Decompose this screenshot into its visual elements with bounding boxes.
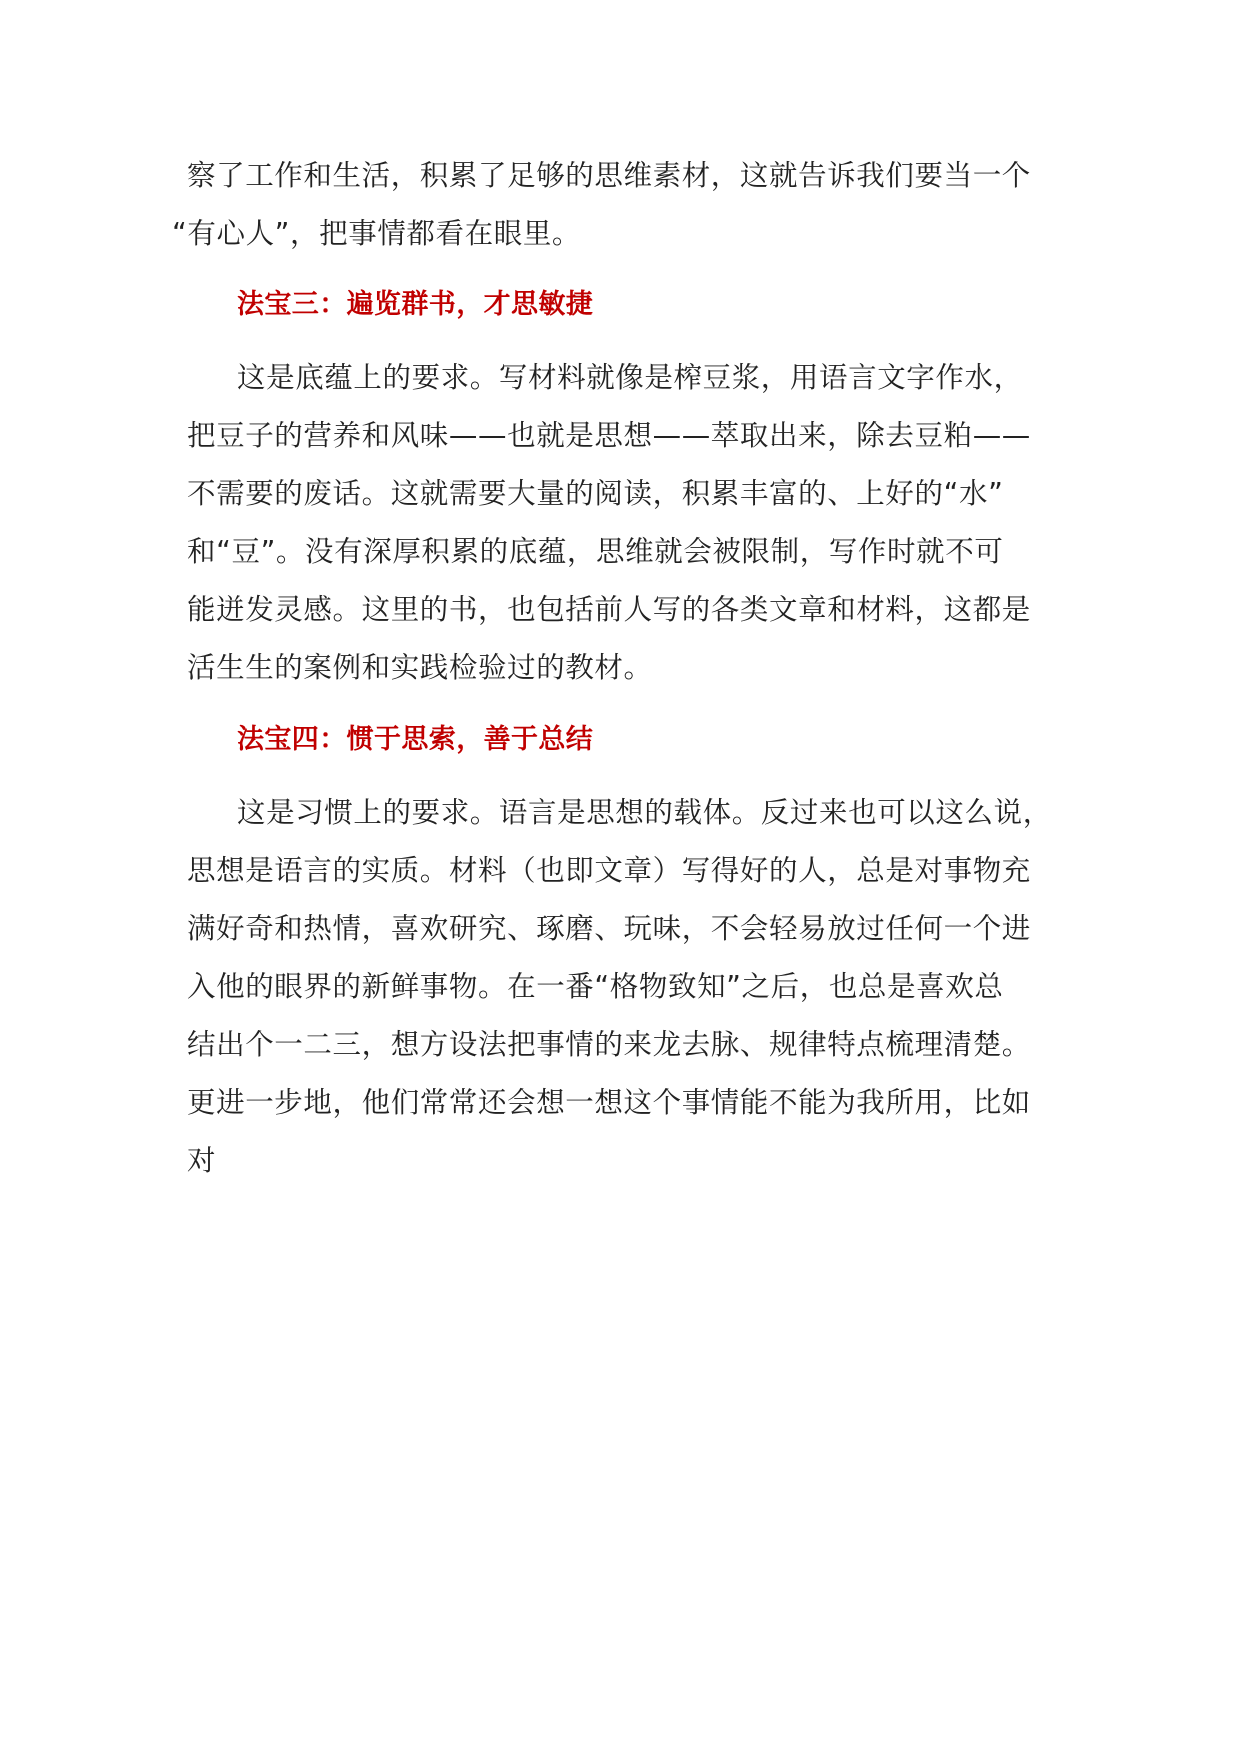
paragraph-line: 不需要的废话。这就需要大量的阅读，积累丰富的、上好的“水” — [187, 477, 1004, 510]
paragraph-line: 满好奇和热情，喜欢研究、琢磨、玩味，不会轻易放过任何一个进 — [187, 912, 1031, 945]
paragraph-line: 这是底蕴上的要求。写材料就像是榨豆浆，用语言文字作水， — [237, 361, 1023, 394]
paragraph-line: 对 — [187, 1144, 217, 1177]
paragraph-line: 活生生的案例和实践检验过的教材。 — [187, 651, 653, 684]
paragraph-line: 察了工作和生活，积累了足够的思维素材，这就告诉我们要当一个 — [187, 159, 1031, 192]
paragraph-line: “有心人”，把事情都看在眼里。 — [172, 217, 582, 250]
paragraph-line: 思想是语言的实质。材料（也即文章）写得好的人，总是对事物充 — [187, 854, 1031, 887]
section-heading-4: 法宝四：惯于思索，善于总结 — [237, 724, 594, 755]
paragraph-line: 入他的眼界的新鲜事物。在一番“格物致知”之后，也总是喜欢总 — [187, 970, 1004, 1003]
paragraph-line: 结出个一二三，想方设法把事情的来龙去脉、规律特点梳理清楚。 — [187, 1028, 1031, 1061]
paragraph-line: 这是习惯上的要求。语言是思想的载体。反过来也可以这么说， — [237, 796, 1052, 829]
paragraph-line: 把豆子的营养和风味——也就是思想——萃取出来，除去豆粕—— — [187, 419, 1031, 452]
section-heading-3: 法宝三：遍览群书，才思敏捷 — [237, 289, 594, 320]
paragraph-line: 能迸发灵感。这里的书，也包括前人写的各类文章和材料，这都是 — [187, 593, 1031, 626]
paragraph-line: 更进一步地，他们常常还会想一想这个事情能不能为我所用，比如 — [187, 1086, 1031, 1119]
paragraph-line: 和“豆”。没有深厚积累的底蕴，思维就会被限制，写作时就不可 — [187, 535, 1004, 568]
